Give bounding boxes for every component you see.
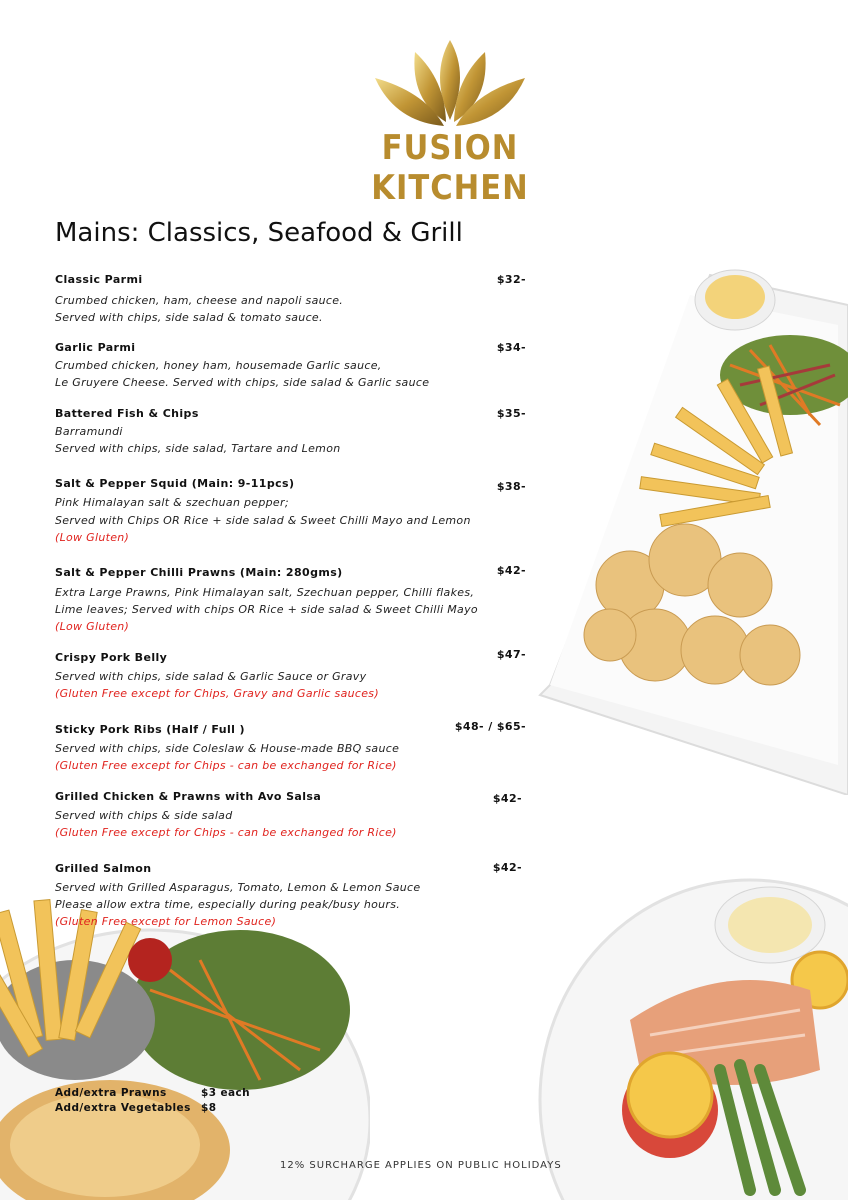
- menu-item-desc: Served with chips & side salad: [55, 809, 233, 822]
- menu-item-name: Salt & Pepper Squid (Main: 9-11pcs): [55, 477, 295, 490]
- menu-item-name: Sticky Pork Ribs (Half / Full ): [55, 723, 245, 736]
- menu-item-desc: Le Gruyere Cheese. Served with chips, side salad & Garlic sauce: [55, 376, 430, 389]
- menu-item-price: $48- / $65-: [454, 720, 526, 733]
- menu-item-desc: Barramundi: [55, 425, 123, 438]
- menu-item-desc: Lime leaves; Served with chips OR Rice + side salad & Sweet Chilli Mayo: [55, 603, 478, 616]
- page-title: Mains: Classics, Seafood & Grill: [55, 218, 463, 248]
- menu-item-price: $42-: [492, 861, 522, 874]
- extra-price: $8: [201, 1102, 217, 1114]
- menu-item-desc: Served with chips, side salad & Garlic Sauce or Gravy: [55, 670, 367, 683]
- menu-item-price: $38-: [496, 480, 526, 493]
- menu-item-name: Crispy Pork Belly: [55, 651, 168, 664]
- menu-item-name: Battered Fish & Chips: [55, 407, 199, 420]
- menu-item-name: Garlic Parmi: [55, 341, 136, 354]
- menu-item-price: $34-: [496, 341, 526, 354]
- prawns-and-chips-plate-image: [520, 255, 848, 795]
- menu-item-desc: Served with Chips OR Rice + side salad & Sweet Chilli Mayo and Lemon: [55, 514, 471, 527]
- menu-item-price: $42-: [496, 564, 526, 577]
- menu-item-desc: Please allow extra time, especially during peak/busy hours.: [55, 898, 401, 911]
- menu-item-desc: Pink Himalayan salt & szechuan pepper;: [55, 496, 289, 509]
- menu-item-desc: Served with chips, side Coleslaw & House-made BBQ sauce: [55, 742, 400, 755]
- menu-item-desc: Crumbed chicken, honey ham, housemade Garlic sauce,: [55, 359, 382, 372]
- menu-item-dietary-note: (Gluten Free except for Lemon Sauce): [55, 915, 277, 928]
- extra-label: Add/extra Prawns: [55, 1087, 167, 1099]
- menu-item-price: $35-: [496, 407, 526, 420]
- menu-item-desc: Served with chips, side salad & tomato sauce.: [55, 311, 323, 324]
- menu-item-name: Grilled Salmon: [55, 862, 152, 875]
- menu-item-name: Salt & Pepper Chilli Prawns (Main: 280gms): [55, 566, 343, 579]
- menu-item-price: $42-: [492, 792, 522, 805]
- salmon-plate-image: [520, 870, 848, 1200]
- menu-item-desc: Extra Large Prawns, Pink Himalayan salt, Szechuan pepper, Chilli flakes,: [55, 586, 475, 599]
- lotus-logo-icon: [370, 40, 530, 136]
- brand-name: FUSION KITCHEN: [371, 128, 529, 208]
- menu-item-dietary-note: (Low Gluten): [55, 620, 130, 633]
- menu-item-price: $47-: [496, 648, 526, 661]
- menu-item-desc: Crumbed chicken, ham, cheese and napoli sauce.: [55, 294, 344, 307]
- menu-item-desc: Served with chips, side salad, Tartare and Lemon: [55, 442, 341, 455]
- surcharge-note: 12% SURCHARGE APPLIES ON PUBLIC HOLIDAYS: [280, 1160, 562, 1171]
- menu-item-name: Classic Parmi: [55, 273, 143, 286]
- extra-price: $3 each: [201, 1087, 250, 1099]
- menu-item-dietary-note: (Gluten Free except for Chips - can be exchanged for Rice): [55, 759, 397, 772]
- menu-item-price: $32-: [496, 273, 526, 286]
- menu-item-dietary-note: (Gluten Free except for Chips, Gravy and Garlic sauces): [55, 687, 379, 700]
- extra-label: Add/extra Vegetables: [55, 1102, 191, 1114]
- menu-item-name: Grilled Chicken & Prawns with Avo Salsa: [55, 790, 322, 803]
- menu-item-dietary-note: (Gluten Free except for Chips - can be exchanged for Rice): [55, 826, 397, 839]
- menu-item-dietary-note: (Low Gluten): [55, 531, 130, 544]
- menu-item-desc: Served with Grilled Asparagus, Tomato, Lemon & Lemon Sauce: [55, 881, 421, 894]
